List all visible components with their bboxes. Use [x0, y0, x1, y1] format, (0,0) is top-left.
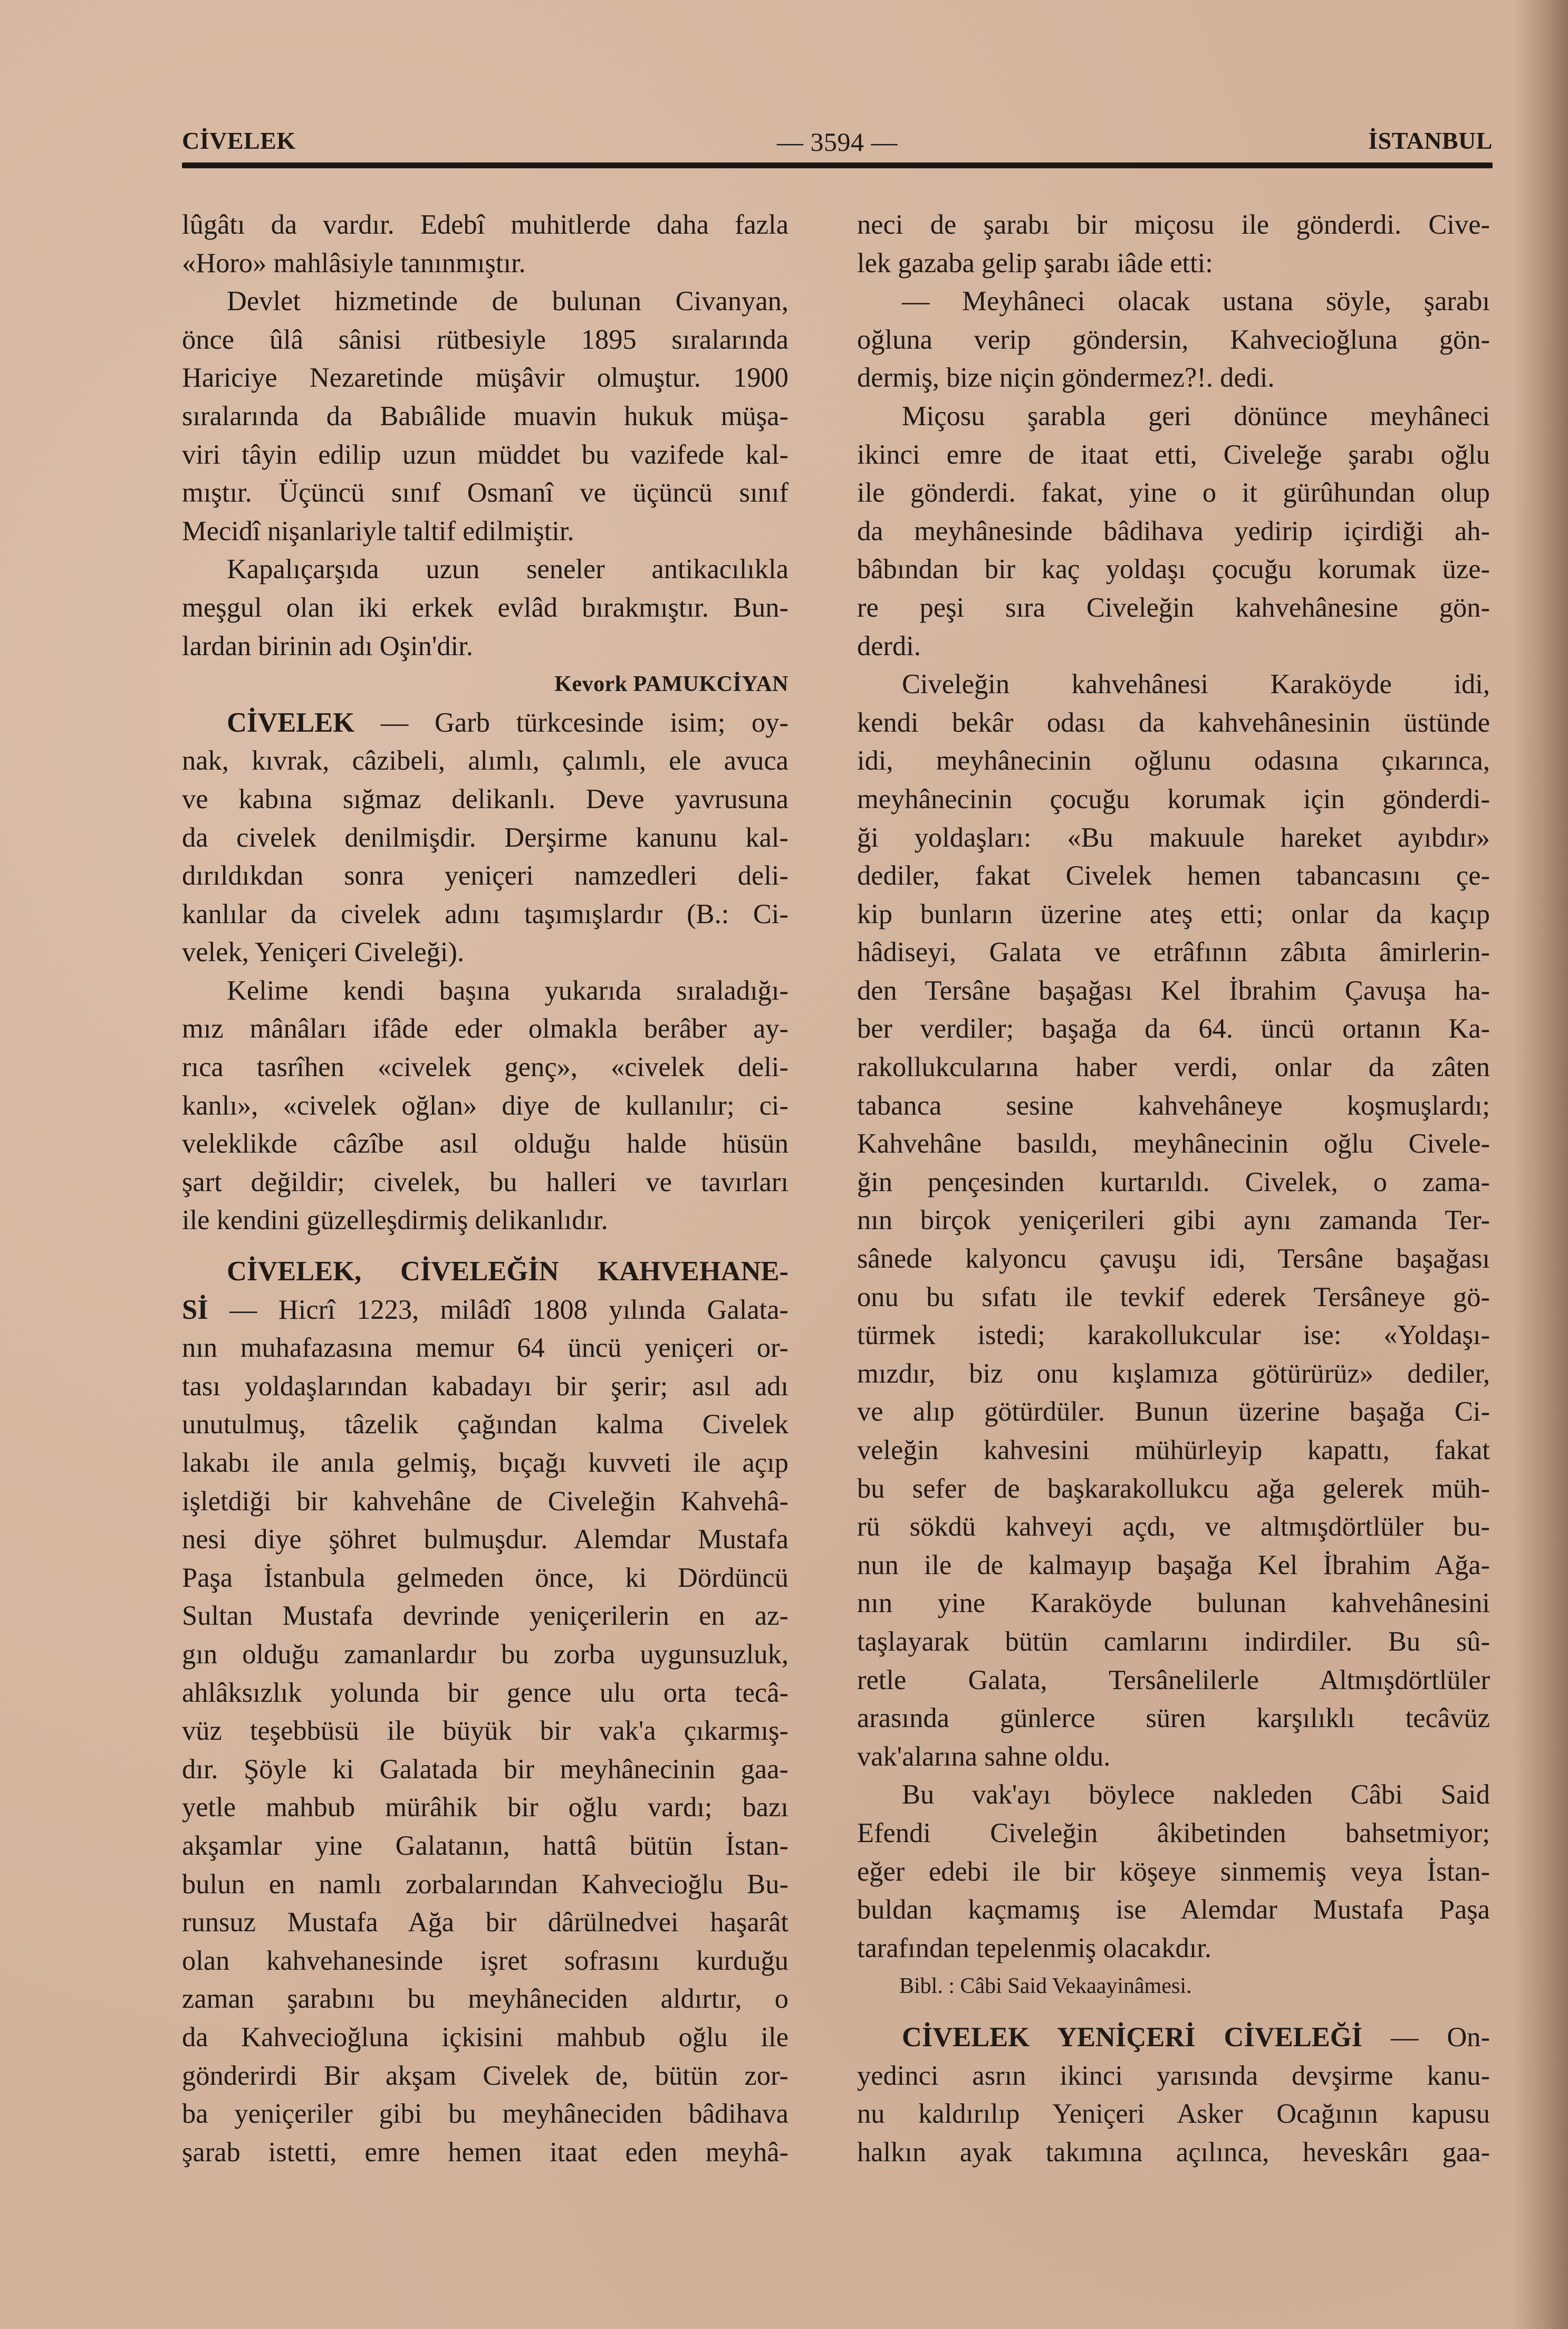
text-line: türmek istedi; karakollukcular ise: «Yoldaşı-	[857, 1320, 1490, 1351]
paragraph-continued	[857, 206, 1490, 282]
header-rule	[182, 162, 1493, 168]
text-line	[182, 704, 788, 742]
text-line: arasında günlerce süren karşılıklı tecâvüz	[857, 1703, 1490, 1734]
author-signature: Kevork PAMUKCİYAN	[554, 672, 788, 697]
text-line: tabanca sesine kahvehâneye koşmuşlardı;	[857, 1090, 1490, 1121]
text-line: veleklikde câzîbe asıl olduğu halde hüsün	[182, 1128, 788, 1159]
text-line: bulun en namlı zorbalarından Kahvecioğlu Bu-	[182, 1868, 788, 1900]
text-line: runsuz Mustafa Ağa bir dârülnedvei haşarât	[182, 1907, 788, 1938]
paragraph-word-meaning	[182, 972, 788, 1240]
text-line: idi, meyhânecinin oğlunu odasına çıkarınca,	[857, 745, 1490, 777]
text-line: da civelek denilmişdir. Derşirme kanunu kal-	[182, 822, 788, 853]
text-line: sânede kalyoncu çavuşu idi, Tersâne başağası	[857, 1243, 1490, 1274]
spacer	[182, 1240, 788, 1252]
entry-headword: CİVELEK YENİÇERİ CİVELEĞİ	[902, 2021, 1363, 2053]
text-line: bu sefer de başkarakollukcu ağa gelerek müh-	[857, 1473, 1490, 1504]
text-line: gönderirdi Bir akşam Civelek de, bütün zor-	[182, 2060, 788, 2091]
text-line: kanlılar da civelek adını taşımışlardır (B.: Ci-	[182, 898, 788, 929]
text-line: nın yine Karaköyde bulunan kahvehânesini	[857, 1588, 1490, 1619]
text-line: lûgâtı da vardır. Edebî muhitlerde daha fazla	[182, 209, 788, 240]
header-right-volume: İSTANBUL	[1368, 127, 1493, 154]
text-line: Efendi Civeleğin âkibetinden bahsetmiyor;	[857, 1817, 1490, 1848]
text-line: dırıldıkdan sonra yeniçeri namzedleri deli-	[182, 860, 788, 892]
text-line: nın birçok yeniçerileri gibi aynı zamanda Ter-	[857, 1205, 1490, 1236]
text-line: dediler, fakat Civelek hemen tabancasını çe-	[857, 860, 1490, 892]
running-head	[182, 127, 1493, 164]
text-line: hâdiseyi, Galata ve etrâfının zâbıta âmirlerin-	[857, 937, 1490, 968]
text-line: nesi diye şöhret bulmuşdur. Alemdar Mustafa	[182, 1524, 788, 1555]
paragraph-civil-service	[182, 282, 788, 550]
text-line: ber verdiler; başağa da 64. üncü ortanın Ka-	[857, 1013, 1490, 1044]
text-line: şarab istetti, emre hemen itaat eden meyhâ-	[182, 2136, 788, 2168]
text-line: nın muhafazasına memur 64 üncü yeniçeri or-	[182, 1333, 788, 1364]
text-line: veleğin kahvesini mühürleyip kapattı, fakat	[857, 1435, 1490, 1465]
text-line: zaman şarabını bu meyhâneciden aldırtır, o	[182, 1983, 788, 2015]
text-line: viri tâyin edilip uzun müddet bu vazifede kal-	[182, 439, 788, 470]
text-line: tası yoldaşlarından kabadayı bir şerir; asıl adı	[182, 1370, 788, 1402]
text-line: Kapalıçarşıda uzun seneler antikacılıkla	[227, 554, 788, 585]
text-line: mızdır, biz onu kışlamıza götürürüz» dediler,	[857, 1358, 1490, 1389]
text-line: nu kaldırılıp Yeniçeri Asker Ocağının kapusu	[857, 2098, 1490, 2130]
text-line: yedinci asrın ikinci yarısında devşirme kanu-	[857, 2060, 1490, 2091]
text-line: velek, Yeniçeri Civeleği).	[182, 937, 465, 968]
text-line: da Kahvecioğluna içkisini mahbub oğlu ile	[182, 2021, 788, 2053]
text-line: unutulmuş, tâzelik çağından kalma Civelek	[182, 1409, 788, 1440]
text-line: dermiş, bize niçin göndermez?!. dedi.	[857, 362, 1275, 394]
text-line: den Tersâne başağası Kel İbrahim Çavuşa ha-	[857, 975, 1490, 1006]
text-line: mıştır. Üçüncü sınıf Osmanî ve üçüncü sınıf	[182, 477, 788, 509]
entry-headword-end: Sİ	[182, 1294, 208, 1325]
text-line: şart değildir; civelek, bu halleri ve tavırları	[182, 1166, 788, 1197]
text-line: Hariciye Nezaretinde müşâvir olmuştur. 1900	[182, 362, 788, 394]
text-line: neci de şarabı bir miçosu ile gönderdi. Cive-	[857, 209, 1490, 240]
text-line: kanlı», «civelek oğlan» diye de kullanılır; ci-	[182, 1090, 788, 1121]
text-line: Paşa İstanbula gelmeden önce, ki Dördüncü	[182, 1562, 788, 1593]
text-line: oğluna verip göndersin, Kahvecioğluna gön-	[857, 324, 1490, 355]
text-line: meyhânecinin çocuğu korumak için gönderdi-	[857, 783, 1490, 814]
text-line	[182, 1291, 788, 1329]
text-line: taşlayarak bütün camlarını indirdiler. Bu sû-	[857, 1626, 1490, 1657]
text-line: halkın ayak takımına açılınca, heveskârı gaa-	[857, 2136, 1490, 2168]
text-line: onu bu sıfatı ile tevkif ederek Tersâneye gö-	[857, 1281, 1490, 1312]
entry-headword: CİVELEK, CİVELEĞİN KAHVEHANE-	[227, 1256, 788, 1287]
paragraph-karakoy	[857, 665, 1490, 1776]
text-line: re peşi sıra Civeleğin kahvehânesine gön-	[857, 592, 1490, 623]
text-line: Mecidî nişanlariyle taltif edilmiştir.	[182, 515, 574, 547]
text-line: «Horo» mahlâsiyle tanınmıştır.	[182, 247, 526, 279]
text-line: yetle mahbub mürâhik bir oğlu vardı; bazı	[182, 1792, 788, 1823]
text-line: ahlâksızlık yolunda bir gence ulu orta tecâ-	[182, 1677, 788, 1708]
text-line: da meyhânesinde bâdihava yedirip içirdiği ah-	[857, 515, 1490, 547]
text-line: meşgul olan iki erkek evlâd bırakmıştır. Bun-	[182, 592, 788, 623]
text-line: ile gönderdi. fakat, yine o it gürûhundan olup	[857, 477, 1490, 509]
text-line: nak, kıvrak, câzibeli, alımlı, çalımlı, ele avuca	[182, 745, 788, 777]
text-line: lakabı ile anıla gelmiş, bıçağı kuvveti ile açıp	[182, 1448, 788, 1478]
text-line: olan kahvehanesinde işret sofrasını kurduğu	[182, 1945, 788, 1976]
text-line: dır. Şöyle ki Galatada bir meyhânecinin gaa-	[182, 1753, 788, 1785]
text-line: akşamlar yine Galatanın, hattâ bütün İstan-	[182, 1830, 788, 1861]
text-line: rü sökdü kahveyi açdı, ve altmışdörtlüler bu-	[857, 1511, 1490, 1542]
text-line: ğin pençesinden kurtarıldı. Civelek, o zama-	[857, 1166, 1490, 1197]
text-line: mız mânâları ifâde eder olmakla berâber ay-	[182, 1013, 788, 1044]
entry-first-line: — Hicrî 1223, milâdî 1808 yılında Galata-	[229, 1294, 789, 1325]
text-line: rakollukcularına haber verdi, onlar da zâten	[857, 1052, 1490, 1083]
text-line: retle Galata, Tersânelilerle Altmışdörtlüler	[857, 1664, 1490, 1695]
text-line	[857, 2018, 1490, 2057]
text-line: Kelime kendi başına yukarıda sıraladığı-	[227, 975, 788, 1006]
dialogue-quote	[857, 282, 1490, 397]
text-line: Kahvehâne basıldı, meyhânecinin oğlu Civele-	[857, 1128, 1490, 1159]
text-line: nun ile de kalmayıp başağa Kel İbrahim Ağa-	[857, 1549, 1490, 1580]
entry-civelek	[182, 704, 788, 972]
text-line: tarafından tepelenmiş olacakdır.	[857, 1932, 1212, 1963]
text-line: ve alıp götürdüler. Bunun üzerine başağa Ci-	[857, 1396, 1490, 1427]
text-line: Civeleğin kahvehânesi Karaköyde idi,	[902, 669, 1490, 700]
text-line: sıralarında da Babıâlide muavin hukuk müşa-	[182, 400, 788, 432]
text-line: Miçosu şarabla geri dönünce meyhâneci	[902, 400, 1490, 432]
text-line: derdi.	[857, 630, 921, 662]
text-line: vüz teşebbüsü ile büyük bir vak'a çıkarmış-	[182, 1715, 788, 1747]
text-line: — Meyhâneci olacak ustana söyle, şarabı	[902, 286, 1490, 317]
bibliography: Bibl. : Câbi Said Vekaayinâmesi.	[899, 1974, 1192, 1999]
text-line: önce ûlâ sânisi rütbesiyle 1895 sıralarında	[182, 324, 788, 355]
entry-first-line: — On-	[1390, 2021, 1490, 2053]
paragraph-micosu	[857, 397, 1490, 665]
text-line: ği yoldaşları: «Bu makuule hareket ayıbdır»	[857, 822, 1490, 853]
text-line: ikinci emre de itaat etti, Civeleğe şarabı oğlu	[857, 439, 1490, 470]
page-number: — 3594 —	[777, 127, 898, 157]
paragraph-continued	[182, 206, 788, 282]
spacer	[857, 2006, 1490, 2018]
text-line: ile kendini güzelleşdirmiş delikanlıdır.	[182, 1205, 608, 1236]
entry-civelek-yeniceri-civelegi	[857, 2018, 1490, 2171]
text-line: lek gazaba gelip şarabı iâde etti:	[857, 247, 1213, 279]
text-line: bâbından bir kaç yoldaşı çocuğu korumak üze-	[857, 554, 1490, 585]
text-line: vak'alarına sahne oldu.	[857, 1741, 1111, 1772]
text-line: Devlet hizmetinde de bulunan Civanyan,	[227, 286, 788, 317]
text-line: buldan kaçmamış ise Alemdar Mustafa Paşa	[857, 1894, 1490, 1925]
text-line: rıca tasrîhen «civelek genç», «civelek deli-	[182, 1052, 788, 1083]
text-line: Bu vak'ayı böylece nakleden Câbi Said	[902, 1779, 1490, 1810]
text-line: Sultan Mustafa devrinde yeniçerilerin en az-	[182, 1600, 788, 1632]
text-line: gın olduğu zamanlardır bu zorba uygunsuzluk,	[182, 1638, 788, 1670]
text-line: ba yeniçeriler gibi bu meyhâneciden bâdihava	[182, 2098, 788, 2130]
entry-headword: CİVELEK	[227, 707, 355, 738]
text-line: kip bunların üzerine ateş etti; onlar da kaçıp	[857, 898, 1490, 929]
paragraph-sons	[182, 550, 788, 665]
right-column	[857, 206, 1490, 2171]
entry-civelegin-kahvehanesi	[182, 1252, 788, 2171]
header-left-keyword: CİVELEK	[182, 127, 296, 154]
paragraph-cabi-said	[857, 1776, 1490, 1967]
text-line: eğer edebi ile bir köşeye sinmemiş veya İstan-	[857, 1856, 1490, 1887]
text-line: lardan birinin adı Oşin'dir.	[182, 630, 473, 662]
text-line: ve kabına sığmaz delikanlı. Deve yavrusuna	[182, 783, 788, 814]
entry-first-line: — Garb türkcesinde isim; oy-	[380, 707, 789, 738]
text-line: işletdiği bir kahvehâne de Civeleğin Kahvehâ-	[182, 1485, 788, 1517]
text-line: kendi bekâr odası da kahvehânesinin üstünde	[857, 707, 1490, 738]
left-column	[182, 206, 788, 2171]
